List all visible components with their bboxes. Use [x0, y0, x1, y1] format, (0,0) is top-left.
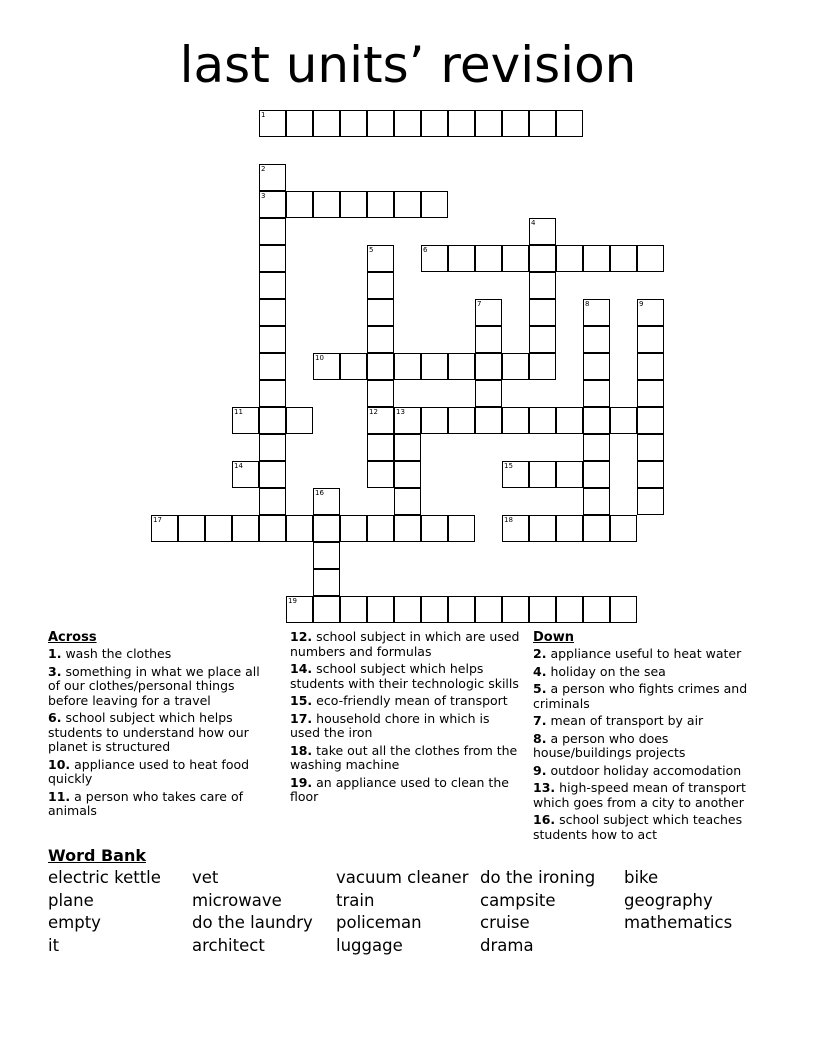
grid-cell[interactable] [259, 488, 286, 515]
clue-text: outdoor holiday accomodation [550, 762, 742, 778]
grid-cell[interactable] [205, 515, 232, 542]
grid-cell[interactable] [421, 110, 448, 137]
grid-cell[interactable] [448, 515, 475, 542]
clue-number: 11 [234, 408, 243, 416]
clue-label-number: 4. [533, 663, 547, 679]
grid-cell[interactable] [313, 515, 340, 542]
clue-text: appliance used to heat food quickly [48, 756, 250, 786]
grid-cell[interactable] [232, 515, 259, 542]
grid-cell[interactable] [367, 407, 394, 434]
clue-number: 16 [315, 489, 324, 497]
clue-text: a person who takes care of animals [48, 788, 244, 818]
grid-cell[interactable] [313, 569, 340, 596]
grid-cell[interactable] [259, 326, 286, 353]
grid-cell[interactable] [637, 353, 664, 380]
clue-label-number: 3. [48, 663, 62, 679]
grid-cell[interactable] [529, 245, 556, 272]
grid-cell[interactable] [637, 245, 664, 272]
clue-label-number: 7. [533, 713, 547, 728]
clue-label-number: 11. [48, 788, 71, 804]
grid-cell[interactable] [529, 407, 556, 434]
grid-cell[interactable] [475, 110, 502, 137]
word-bank-item: do the laundry [192, 913, 313, 932]
grid-cell[interactable] [394, 353, 421, 380]
grid-cell[interactable] [556, 110, 583, 137]
word-bank-item: vacuum cleaner [336, 868, 469, 887]
across-clue [48, 647, 273, 662]
across-clue [48, 665, 273, 709]
word-bank-item: architect [192, 936, 265, 955]
grid-cell[interactable] [367, 434, 394, 461]
grid-cell[interactable] [556, 461, 583, 488]
clue-number: 19 [288, 597, 297, 605]
down-clue [533, 813, 758, 842]
grid-cell[interactable] [286, 515, 313, 542]
grid-cell[interactable] [178, 515, 205, 542]
grid-cell[interactable] [313, 542, 340, 569]
across-clue [290, 776, 520, 805]
grid-cell[interactable] [475, 407, 502, 434]
grid-cell[interactable] [583, 380, 610, 407]
across-clue [48, 758, 273, 787]
grid-cell[interactable] [313, 110, 340, 137]
grid-cell[interactable] [259, 515, 286, 542]
grid-cell[interactable] [583, 245, 610, 272]
down-clue [533, 647, 758, 662]
grid-cell[interactable] [394, 596, 421, 623]
grid-cell[interactable] [475, 380, 502, 407]
clue-label-number: 8. [533, 730, 547, 746]
grid-cell[interactable] [610, 407, 637, 434]
across-clues-column-2 [290, 630, 520, 808]
word-bank-item: empty [48, 913, 101, 932]
word-bank-item: policeman [336, 913, 422, 932]
grid-cell[interactable] [475, 596, 502, 623]
grid-cell[interactable] [610, 515, 637, 542]
grid-cell[interactable] [502, 110, 529, 137]
clue-label-number: 1. [48, 646, 62, 661]
word-bank-item: do the ironing [480, 868, 596, 887]
clue-label-number: 12. [290, 629, 313, 644]
down-clue [533, 714, 758, 729]
grid-cell[interactable] [529, 110, 556, 137]
clue-number: 10 [315, 354, 324, 362]
grid-cell[interactable] [583, 299, 610, 326]
grid-cell[interactable] [313, 191, 340, 218]
grid-cell[interactable] [394, 110, 421, 137]
grid-cell[interactable] [394, 407, 421, 434]
grid-cell[interactable] [259, 434, 286, 461]
word-bank-item: microwave [192, 891, 282, 910]
grid-cell[interactable] [475, 245, 502, 272]
down-clue [533, 781, 758, 810]
grid-cell[interactable] [583, 326, 610, 353]
grid-cell[interactable] [529, 299, 556, 326]
clue-number: 13 [396, 408, 405, 416]
grid-cell[interactable] [259, 218, 286, 245]
clue-label-number: 10. [48, 756, 71, 772]
clue-text: something in what we place all of our clothes/personal things before leaving for a travel [48, 663, 260, 708]
across-clue [290, 712, 520, 741]
grid-cell[interactable] [286, 596, 313, 623]
word-bank-item: luggage [336, 936, 403, 955]
grid-cell[interactable] [610, 596, 637, 623]
clue-label-number: 2. [533, 646, 547, 661]
grid-cell[interactable] [502, 245, 529, 272]
grid-cell[interactable] [583, 461, 610, 488]
word-bank-item: electric kettle [48, 868, 161, 887]
clue-label-number: 19. [290, 774, 313, 790]
grid-cell[interactable] [637, 407, 664, 434]
down-clues-column [533, 630, 758, 845]
word-bank-item: drama [480, 936, 534, 955]
clue-label-number: 14. [290, 661, 313, 676]
clue-number: 2 [261, 165, 266, 173]
clue-number: 17 [153, 516, 162, 524]
word-bank-item: geography [624, 891, 713, 910]
grid-cell[interactable] [313, 353, 340, 380]
grid-cell[interactable] [232, 461, 259, 488]
grid-cell[interactable] [367, 380, 394, 407]
grid-cell[interactable] [529, 353, 556, 380]
clue-text: school subject which helps students to understand how our planet is structured [48, 710, 249, 754]
grid-cell[interactable] [448, 110, 475, 137]
clue-label-number: 16. [533, 812, 556, 827]
across-clue [290, 744, 520, 773]
word-bank-title: Word Bank [48, 846, 147, 865]
grid-cell[interactable] [502, 353, 529, 380]
grid-cell[interactable] [367, 110, 394, 137]
grid-cell[interactable] [151, 515, 178, 542]
word-bank-item: vet [192, 868, 219, 887]
clue-text: an appliance used to clean the floor [290, 774, 509, 804]
grid-cell[interactable] [637, 461, 664, 488]
word-bank-item: cruise [480, 913, 530, 932]
grid-cell[interactable] [421, 245, 448, 272]
grid-cell[interactable] [286, 407, 313, 434]
clue-text: high-speed mean of transport which goes from a city to another [533, 780, 746, 810]
grid-cell[interactable] [637, 434, 664, 461]
clue-text: school subject in which are used numbers and formulas [290, 629, 520, 659]
clue-number: 3 [261, 192, 266, 200]
clue-label-number: 6. [48, 710, 62, 725]
down-clue [533, 682, 758, 711]
grid-cell[interactable] [421, 596, 448, 623]
grid-cell[interactable] [259, 299, 286, 326]
clue-number: 1 [261, 111, 266, 119]
down-heading: Down [533, 630, 574, 645]
grid-cell[interactable] [259, 380, 286, 407]
grid-cell[interactable] [421, 191, 448, 218]
clue-text: household chore in which is used the iron [290, 710, 490, 740]
grid-cell[interactable] [259, 407, 286, 434]
grid-cell[interactable] [259, 353, 286, 380]
clue-number: 7 [477, 300, 482, 308]
grid-cell[interactable] [529, 326, 556, 353]
across-clue [290, 694, 520, 709]
grid-cell[interactable] [259, 191, 286, 218]
clue-text: a person who does house/buildings projects [533, 730, 686, 760]
grid-cell[interactable] [448, 596, 475, 623]
clue-label-number: 17. [290, 710, 313, 726]
grid-cell[interactable] [583, 353, 610, 380]
page-title: last units’ revision [179, 36, 637, 94]
grid-cell[interactable] [421, 515, 448, 542]
grid-cell[interactable] [502, 407, 529, 434]
clue-text: school subject which helps students with their technologic skills [290, 661, 519, 691]
grid-cell[interactable] [394, 434, 421, 461]
clue-number: 4 [531, 219, 536, 227]
clue-label-number: 13. [533, 780, 556, 795]
grid-cell[interactable] [394, 488, 421, 515]
grid-cell[interactable] [637, 299, 664, 326]
word-bank-item: it [48, 936, 60, 955]
grid-cell[interactable] [367, 515, 394, 542]
grid-cell[interactable] [529, 461, 556, 488]
grid-cell[interactable] [421, 353, 448, 380]
grid-cell[interactable] [556, 407, 583, 434]
grid-cell[interactable] [556, 245, 583, 272]
grid-cell[interactable] [367, 245, 394, 272]
grid-cell[interactable] [583, 407, 610, 434]
clue-label-number: 5. [533, 681, 547, 696]
grid-cell[interactable] [286, 110, 313, 137]
grid-cell[interactable] [529, 272, 556, 299]
clue-label-number: 18. [290, 742, 313, 758]
grid-cell[interactable] [340, 596, 367, 623]
grid-cell[interactable] [367, 596, 394, 623]
grid-cell[interactable] [286, 191, 313, 218]
across-clues-column-1 [48, 630, 273, 822]
across-clue [48, 790, 273, 819]
grid-cell[interactable] [259, 245, 286, 272]
grid-cell[interactable] [475, 353, 502, 380]
clue-number: 14 [234, 462, 243, 470]
grid-cell[interactable] [367, 272, 394, 299]
grid-cell[interactable] [556, 596, 583, 623]
down-clue [533, 764, 758, 779]
grid-cell[interactable] [583, 488, 610, 515]
grid-cell[interactable] [529, 515, 556, 542]
grid-cell[interactable] [340, 353, 367, 380]
grid-cell[interactable] [340, 110, 367, 137]
grid-cell[interactable] [448, 245, 475, 272]
grid-cell[interactable] [313, 596, 340, 623]
grid-cell[interactable] [529, 596, 556, 623]
grid-cell[interactable] [367, 326, 394, 353]
grid-cell[interactable] [259, 272, 286, 299]
word-bank-item: campsite [480, 891, 556, 910]
grid-cell[interactable] [367, 191, 394, 218]
word-bank-item: plane [48, 891, 94, 910]
grid-cell[interactable] [583, 596, 610, 623]
grid-cell[interactable] [367, 353, 394, 380]
word-bank-item: train [336, 891, 375, 910]
word-bank-item: bike [624, 868, 659, 887]
down-clue [533, 665, 758, 680]
grid-cell[interactable] [502, 596, 529, 623]
clue-number: 9 [639, 300, 644, 308]
clue-text: appliance useful to heat water [550, 646, 742, 661]
grid-cell[interactable] [313, 488, 340, 515]
grid-cell[interactable] [448, 353, 475, 380]
grid-cell[interactable] [259, 164, 286, 191]
grid-cell[interactable] [232, 407, 259, 434]
clue-number: 5 [369, 246, 374, 254]
clue-text: a person who fights crimes and criminals [533, 681, 748, 711]
clue-label-number: 15. [290, 693, 313, 708]
grid-cell[interactable] [448, 407, 475, 434]
grid-cell[interactable] [394, 515, 421, 542]
across-heading: Across [48, 630, 97, 645]
word-bank-item: mathematics [624, 913, 733, 932]
grid-cell[interactable] [583, 515, 610, 542]
grid-cell[interactable] [637, 326, 664, 353]
grid-cell[interactable] [259, 461, 286, 488]
clue-number: 12 [369, 408, 378, 416]
grid-cell[interactable] [421, 407, 448, 434]
across-clue [290, 662, 520, 691]
grid-cell[interactable] [475, 326, 502, 353]
grid-cell[interactable] [637, 488, 664, 515]
grid-cell[interactable] [583, 434, 610, 461]
grid-cell[interactable] [394, 461, 421, 488]
grid-cell[interactable] [637, 380, 664, 407]
clue-text: mean of transport by air [550, 713, 704, 728]
grid-cell[interactable] [502, 461, 529, 488]
clue-text: eco-friendly mean of transport [316, 693, 508, 708]
grid-cell[interactable] [529, 218, 556, 245]
grid-cell[interactable] [502, 515, 529, 542]
clue-number: 15 [504, 462, 513, 470]
grid-cell[interactable] [340, 191, 367, 218]
clue-text: school subject which teaches students how to act [533, 812, 743, 842]
clue-label-number: 9. [533, 762, 547, 778]
grid-cell[interactable] [556, 515, 583, 542]
grid-cell[interactable] [259, 110, 286, 137]
across-clue [290, 630, 520, 659]
clue-number: 8 [585, 300, 590, 308]
grid-cell[interactable] [367, 461, 394, 488]
grid-cell[interactable] [475, 299, 502, 326]
clue-number: 6 [423, 246, 428, 254]
clue-number: 18 [504, 516, 513, 524]
grid-cell[interactable] [367, 299, 394, 326]
clue-text: holiday on the sea [550, 663, 666, 679]
clue-text: wash the clothes [65, 646, 172, 661]
grid-cell[interactable] [610, 245, 637, 272]
grid-cell[interactable] [340, 515, 367, 542]
grid-cell[interactable] [394, 191, 421, 218]
clue-text: take out all the clothes from the washing machine [290, 742, 518, 772]
down-clue [533, 732, 758, 761]
across-clue [48, 711, 273, 755]
